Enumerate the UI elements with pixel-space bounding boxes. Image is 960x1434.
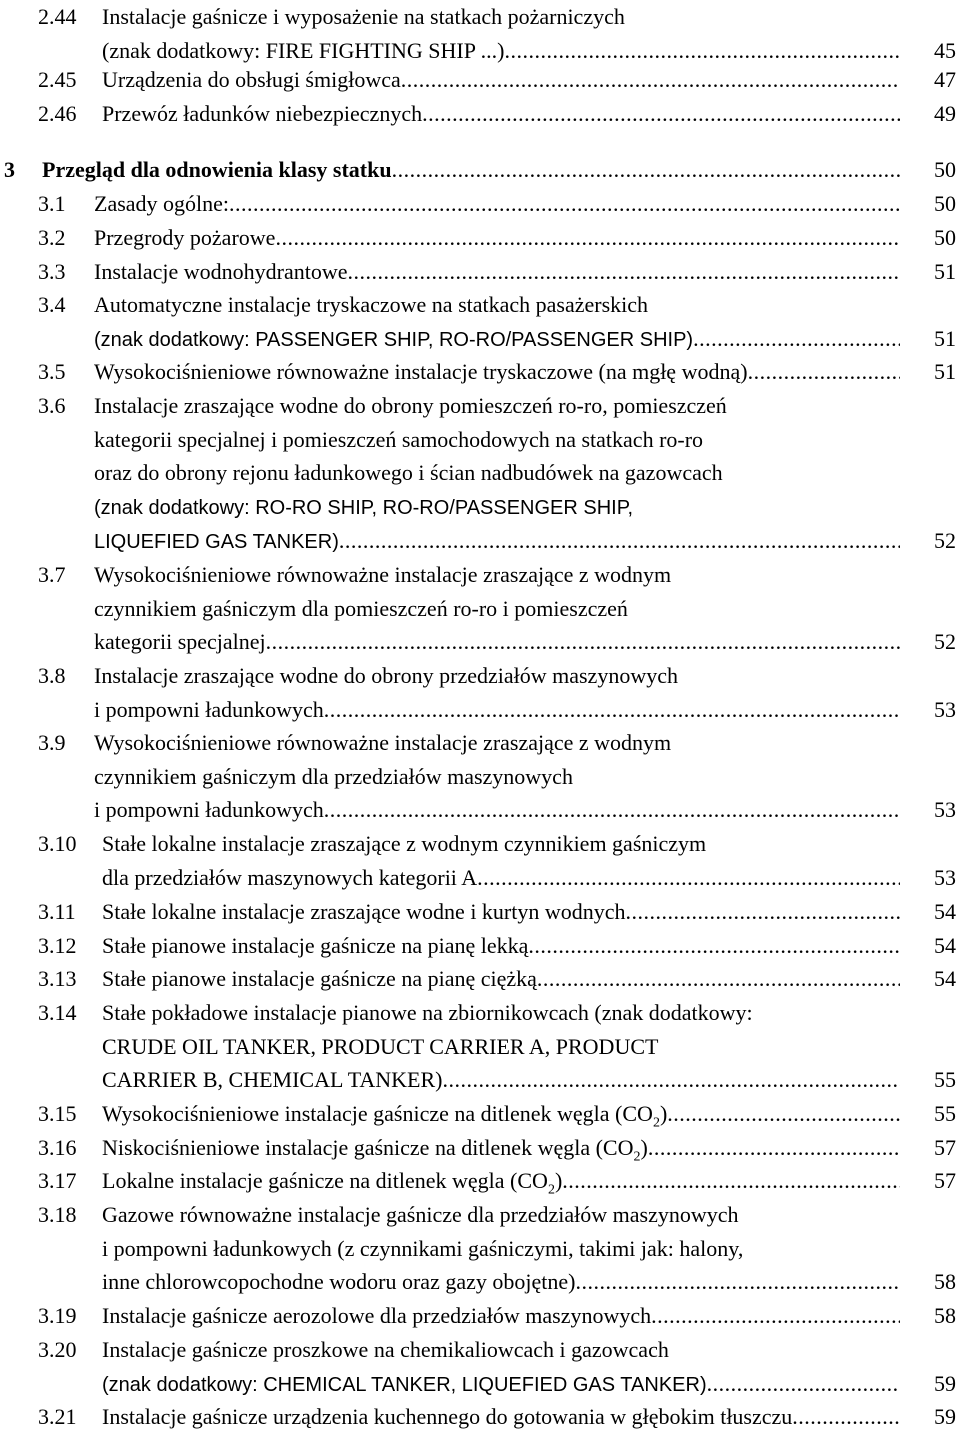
toc-entry-page-number: 51: [934, 325, 956, 351]
toc-entry-title: oraz do obrony rejonu ładunkowego i ścian nadbudówek na gazowcach: [94, 460, 723, 486]
toc-entry-title-line: [94, 389, 727, 423]
dot-leader: [528, 929, 900, 963]
title-text: Lokalne instalacje gaśnicze na ditlenek węgla (CO: [102, 1168, 548, 1193]
closing-paren: ): [640, 1135, 648, 1160]
toc-entry-title-line: [102, 861, 900, 895]
dot-leader: [401, 63, 900, 97]
dot-leader: [339, 524, 900, 558]
toc-entry-title-line: [94, 625, 900, 659]
dot-leader: [477, 861, 900, 895]
toc-entry-number: 3.8: [38, 663, 66, 688]
toc-entry-page-number: 58: [934, 1269, 956, 1295]
toc-entry-number: 3.6: [38, 393, 66, 418]
toc-entry-number: 2.45: [38, 67, 77, 92]
toc-entry-title-line: [102, 97, 900, 131]
toc-entry-page-number: 54: [934, 966, 956, 991]
dot-leader: [693, 322, 900, 356]
toc-entry-number: 3.19: [38, 1303, 77, 1328]
toc-entry-page-number: 49: [934, 101, 956, 126]
toc-entry-number: 3.3: [38, 259, 66, 284]
toc-entry-title-line: [94, 456, 723, 490]
toc-entry-number: 3.10: [38, 831, 77, 856]
toc-entry-title: Zasady ogólne:: [94, 191, 230, 216]
toc-entry-number: 3.14: [38, 1000, 77, 1025]
toc-entry-title-line: [94, 693, 900, 727]
toc-entry-title: (znak dodatkowy: CHEMICAL TANKER, LIQUEFIED GAS TANKER): [102, 1373, 707, 1396]
dot-leader: [442, 1063, 900, 1097]
toc-entry-title: [102, 1131, 648, 1165]
toc-entry-title: inne chlorowcopochodne wodoru oraz gazy obojętne): [102, 1269, 576, 1295]
toc-entry-title-line: [94, 490, 633, 525]
toc-entry-title: Przegląd dla odnowienia klasy statku: [42, 157, 392, 182]
toc-entry-title-line: [102, 1367, 900, 1402]
toc-entry-title: LIQUEFIED GAS TANKER): [94, 530, 339, 553]
toc-entry-title-line: [42, 153, 900, 187]
toc-entry-title: Automatyczne instalacje tryskaczowe na statkach pasażerskich: [94, 292, 649, 317]
toc-entry-title-line: [94, 288, 648, 322]
toc-entry-number: 3.1: [38, 191, 66, 216]
toc-entry-number: 3.12: [38, 933, 77, 958]
toc-entry-title-line: [94, 322, 900, 357]
toc-entry-page-number: 52: [934, 629, 956, 655]
toc-entry-title-line: [102, 1131, 900, 1165]
toc-entry-title: Instalacje gaśnicze proszkowe na chemikaliowcach i gazowcach: [102, 1337, 669, 1362]
toc-entry-title-line: [94, 558, 671, 592]
toc-entry-title-line: [102, 1030, 658, 1064]
dot-leader: [707, 1367, 900, 1401]
toc-entry-number: 3.18: [38, 1202, 77, 1227]
toc-entry-title: Instalacje zraszające wodne do obrony pomieszczeń ro-ro, pomieszczeń: [94, 393, 727, 418]
dot-leader: [792, 1400, 900, 1434]
toc-entry-page-number: 50: [934, 191, 956, 216]
toc-entry-page-number: 54: [934, 899, 956, 924]
toc-entry-title-line: [94, 760, 573, 794]
toc-entry-title: czynnikiem gaśniczym dla pomieszczeń ro-ro i pomieszczeń: [94, 595, 628, 621]
toc-entry-title-line: [102, 929, 900, 963]
toc-entry-title-line: [94, 726, 671, 760]
dot-leader: [748, 355, 900, 389]
toc-entry-title: CARRIER B, CHEMICAL TANKER): [102, 1067, 443, 1093]
dot-leader: [648, 1131, 900, 1165]
dot-leader: [537, 962, 900, 996]
toc-entry-number: 2.46: [38, 101, 77, 126]
dot-leader: [626, 895, 900, 929]
toc-entry-title: Instalacje gaśnicze urządzenia kuchennego do gotowania w głębokim tłuszczu: [102, 1404, 793, 1429]
toc-entry-page-number: 50: [934, 157, 956, 182]
toc-entry-title-line: [102, 895, 900, 929]
toc-entry-title: i pompowni ładunkowych: [94, 797, 324, 823]
toc-entry-page-number: 50: [934, 225, 956, 250]
toc-entry-title-line: [94, 187, 900, 221]
dot-leader: [275, 221, 900, 255]
subscript-2: 2: [652, 1115, 660, 1131]
toc-entry-title-line: [94, 592, 628, 626]
toc-entry-title-line: [102, 996, 753, 1030]
toc-entry-page-number: 45: [934, 37, 956, 63]
toc-entry-title: kategorii specjalnej: [94, 629, 266, 655]
toc-entry-number: 3.21: [38, 1404, 77, 1429]
dot-leader: [651, 1299, 900, 1333]
toc-entry-title-line: [102, 1333, 669, 1367]
dot-leader: [422, 97, 900, 131]
toc-entry-number: 3.11: [38, 899, 76, 924]
toc-entry-number: 3.2: [38, 225, 66, 250]
toc-entry-number: 3.20: [38, 1337, 77, 1362]
toc-entry-title: Stałe pianowe instalacje gaśnicze na pianę ciężką: [102, 966, 537, 991]
toc-entry-title-line: [102, 1232, 743, 1266]
toc-entry-title: Wysokociśnieniowe równoważne instalacje tryskaczowe (na mgłę wodną): [94, 359, 748, 384]
toc-entry-title-line: [94, 221, 900, 255]
toc-entry-title: (znak dodatkowy: RO-RO SHIP, RO-RO/PASSENGER SHIP,: [94, 497, 634, 520]
toc-entry-title-line: [94, 793, 900, 827]
dot-leader: [324, 793, 900, 827]
toc-entry-title-line: [102, 1198, 739, 1232]
toc-entry-title: czynnikiem gaśniczym dla przedziałów maszynowych: [94, 763, 573, 789]
toc-entry-title-line: [102, 1097, 900, 1131]
toc-entry-title: Wysokociśnieniowe równoważne instalacje zraszające z wodnym: [94, 730, 672, 755]
toc-entry-number: 3.17: [38, 1168, 77, 1193]
toc-entry-page-number: 59: [934, 1370, 956, 1396]
toc-entry-number: 3.13: [38, 966, 77, 991]
toc-entry-number: 3.9: [38, 730, 66, 755]
dot-leader: [392, 153, 900, 187]
toc-entry-title: (znak dodatkowy: PASSENGER SHIP, RO-RO/PASSENGER SHIP): [94, 328, 694, 351]
toc-entry-title: (znak dodatkowy: FIRE FIGHTING SHIP ...): [102, 37, 505, 63]
title-text: Wysokociśnieniowe instalacje gaśnicze na ditlenek węgla (CO: [102, 1101, 653, 1126]
title-text: Niskociśnieniowe instalacje gaśnicze na ditlenek węgla (CO: [102, 1135, 634, 1160]
toc-entry-number: 3: [4, 157, 15, 182]
toc-entry-page-number: 55: [934, 1067, 956, 1093]
toc-entry-title: Stałe pokładowe instalacje pianowe na zbiornikowcach (znak dodatkowy:: [102, 1000, 753, 1025]
subscript-2: 2: [633, 1149, 641, 1165]
toc-entry-title: Wysokociśnieniowe równoważne instalacje zraszające z wodnym: [94, 562, 672, 587]
toc-entry-title: Stałe lokalne instalacje zraszające wodne i kurtyn wodnych: [102, 899, 626, 924]
toc-entry-page-number: 54: [934, 933, 956, 958]
toc-entry-title: i pompowni ładunkowych: [94, 696, 324, 722]
dot-leader: [562, 1164, 900, 1198]
toc-entry-number: 3.5: [38, 359, 66, 384]
toc-entry-title-line: [94, 423, 703, 457]
toc-entry-title: Instalacje wodnohydrantowe: [94, 259, 348, 284]
dot-leader: [575, 1265, 900, 1299]
dot-leader: [324, 693, 900, 727]
toc-entry-title: Urządzenia do obsługi śmigłowca: [102, 67, 401, 92]
toc-entry-page-number: 53: [934, 797, 956, 823]
toc-entry-title: [102, 1097, 667, 1131]
toc-entry-title-line: [94, 255, 900, 289]
toc-entry-title-line: [94, 355, 900, 389]
toc-entry-page-number: 58: [934, 1303, 956, 1328]
toc-entry-page-number: 57: [934, 1135, 956, 1160]
toc-entry-title: dla przedziałów maszynowych kategorii A: [102, 864, 478, 890]
toc-entry-title-line: [102, 827, 706, 861]
toc-entry-page-number: 47: [934, 67, 956, 92]
toc-entry-number: 3.4: [38, 292, 66, 317]
toc-entry-page-number: 59: [934, 1404, 956, 1429]
toc-entry-title-line: [102, 1400, 900, 1434]
toc-entry-title: i pompowni ładunkowych (z czynnikami gaśniczymi, takimi jak: halony,: [102, 1235, 744, 1261]
toc-entry-title: [102, 1164, 562, 1198]
toc-entry-page-number: 57: [934, 1168, 956, 1193]
toc-entry-title-line: [102, 0, 625, 34]
toc-entry-title: Instalacje gaśnicze aerozolowe dla przedziałów maszynowych: [102, 1303, 652, 1328]
toc-entry-title-line: [94, 659, 678, 693]
toc-entry-page-number: 51: [934, 259, 956, 284]
toc-entry-title-line: [102, 1164, 900, 1198]
closing-paren: ): [554, 1168, 563, 1193]
toc-entry-title-line: [102, 1063, 900, 1097]
toc-entry-page-number: 51: [934, 359, 956, 384]
toc-entry-title: Gazowe równoważne instalacje gaśnicze dla przedziałów maszynowych: [102, 1202, 739, 1227]
toc-entry-title-line: [102, 1265, 900, 1299]
dot-leader: [266, 625, 900, 659]
toc-entry-number: 3.15: [38, 1101, 77, 1126]
toc-entry-page-number: 55: [934, 1101, 956, 1126]
closing-paren: ): [659, 1101, 668, 1126]
toc-entry-page-number: 52: [934, 527, 956, 553]
toc-entry-number: 2.44: [38, 4, 77, 29]
toc-entry-title: CRUDE OIL TANKER, PRODUCT CARRIER A, PRODUCT: [102, 1033, 659, 1059]
toc-entry-title-line: [94, 524, 900, 559]
dot-leader: [229, 187, 900, 221]
toc-entry-title: Stałe lokalne instalacje zraszające z wodnym czynnikiem gaśniczym: [102, 831, 707, 856]
toc-entry-title: Przewóz ładunków niebezpiecznych: [102, 101, 423, 126]
toc-entry-title-line: [102, 1299, 900, 1333]
toc-entry-number: 3.7: [38, 562, 66, 587]
dot-leader: [348, 255, 900, 289]
toc-entry-page-number: 53: [934, 864, 956, 890]
toc-entry-title: Instalacje zraszające wodne do obrony przedziałów maszynowych: [94, 663, 678, 688]
toc-entry-number: 3.16: [38, 1135, 77, 1160]
toc-entry-title: Stałe pianowe instalacje gaśnicze na pianę lekką: [102, 933, 529, 958]
dot-leader: [667, 1097, 900, 1131]
toc-entry-title: kategorii specjalnej i pomieszczeń samochodowych na statkach ro-ro: [94, 426, 704, 452]
subscript-2: 2: [547, 1182, 555, 1198]
toc-entry-title: Przegrody pożarowe: [94, 225, 276, 250]
toc-entry-title-line: [102, 962, 900, 996]
toc-entry-title: Instalacje gaśnicze i wyposażenie na statkach pożarniczych: [102, 4, 625, 29]
toc-entry-title-line: [102, 63, 900, 97]
toc-entry-page-number: 53: [934, 696, 956, 722]
